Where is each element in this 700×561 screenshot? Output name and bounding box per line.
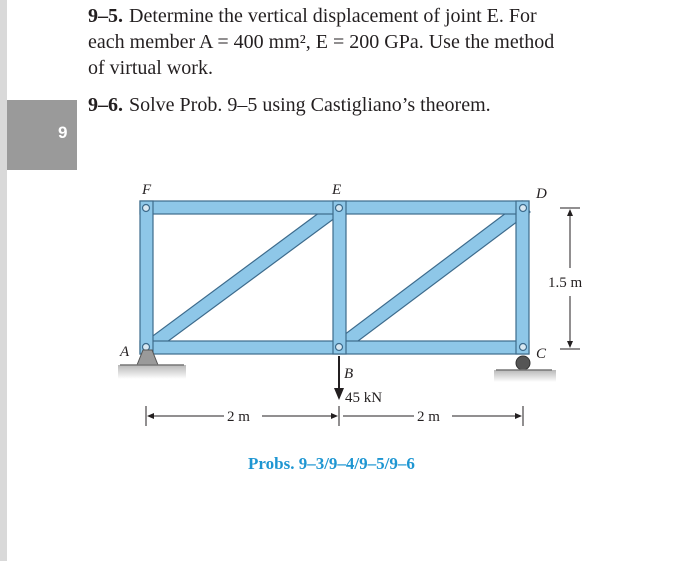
label-F: F: [142, 182, 152, 198]
joint-B-pin: [336, 344, 343, 351]
label-E: E: [332, 182, 342, 198]
problem-text-line: Solve Prob. 9–5 using Castigliano’s theorem.: [129, 94, 491, 116]
span-dimension: [146, 406, 523, 426]
member-BD: [336, 201, 530, 353]
joint-E-pin: [336, 205, 343, 212]
joint-C-pin: [520, 344, 527, 351]
problem-text-line: of virtual work.: [88, 57, 213, 79]
joint-D-pin: [520, 205, 527, 212]
joint-A-pin: [143, 344, 150, 351]
span-left-label: 2 m: [227, 409, 250, 425]
load-label: 45 kN: [345, 390, 383, 406]
problem-text-line: Determine the vertical displacement of joint E. For: [129, 5, 537, 27]
label-A: A: [120, 344, 130, 360]
label-C: C: [536, 346, 547, 362]
problem-number: 9–6.: [88, 94, 123, 116]
member-CD: [516, 201, 529, 354]
problem-text-line: each member A = 400 mm², E = 200 GPa. Use the method: [88, 31, 555, 53]
height-label: 1.5 m: [548, 275, 583, 291]
label-B: B: [344, 366, 354, 382]
member-BE: [333, 201, 346, 354]
joint-F-pin: [143, 205, 150, 212]
member-AF: [140, 201, 153, 354]
label-D: D: [536, 186, 547, 202]
span-right-label: 2 m: [417, 409, 440, 425]
roller-support-C: [494, 356, 556, 382]
problem-number: 9–5.: [88, 5, 123, 27]
load-arrow: [334, 356, 344, 400]
figure-caption: Probs. 9–3/9–4/9–5/9–6: [248, 454, 415, 473]
chapter-number: 9: [58, 123, 68, 142]
member-AE: [146, 201, 343, 353]
